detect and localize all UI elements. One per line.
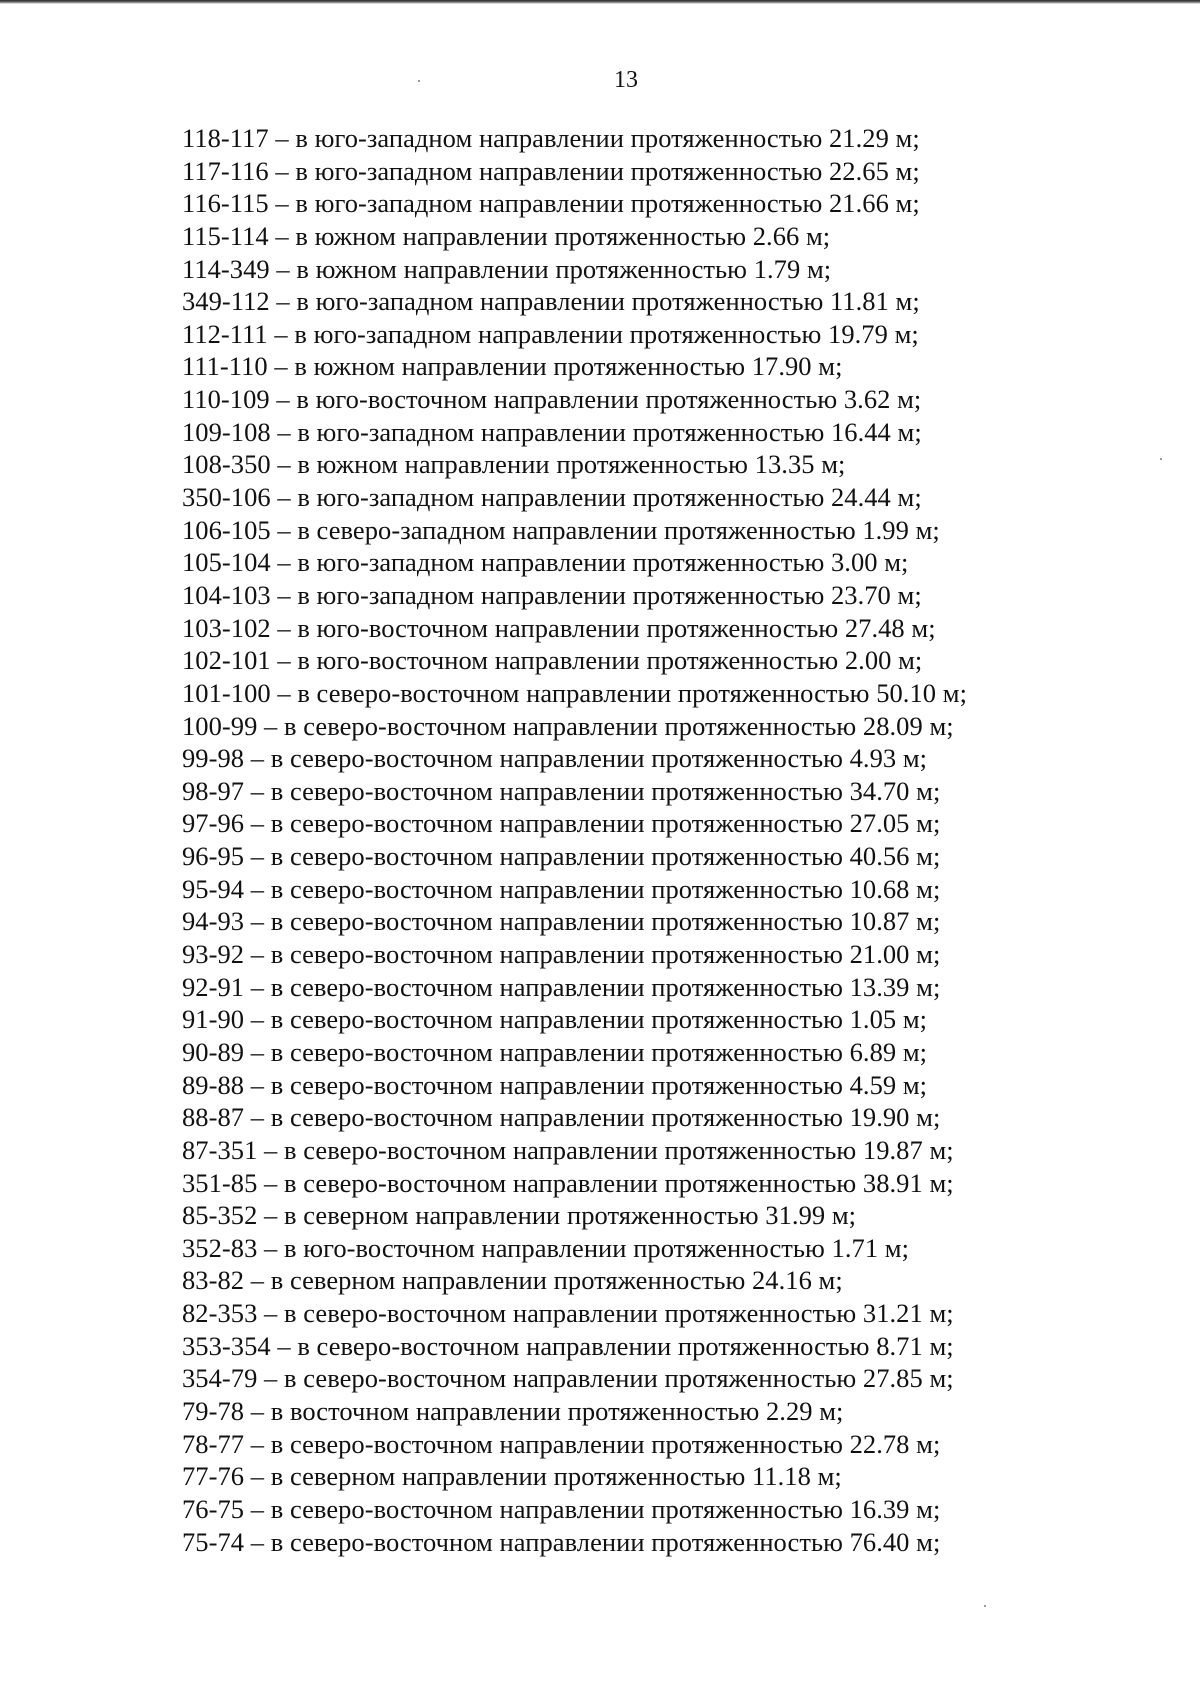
list-item: 85-352 – в северном направлении протяженностью 31.99 м; — [182, 1200, 857, 1231]
list-item: 116-115 – в юго-западном направлении протяженностью 21.66 м; — [182, 188, 920, 219]
list-item: 91-90 – в северо-восточном направлении протяженностью 1.05 м; — [182, 1004, 928, 1035]
list-item: 89-88 – в северо-восточном направлении протяженностью 4.59 м; — [182, 1069, 928, 1100]
list-item: 100-99 – в северо-восточном направлении протяженностью 28.09 м; — [182, 710, 954, 741]
page-number: 13 — [614, 67, 638, 93]
list-item: 99-98 – в северо-восточном направлении протяженностью 4.93 м; — [182, 743, 928, 774]
list-item: 349-112 – в юго-западном направлении протяженностью 11.81 м; — [182, 286, 920, 317]
list-item: 101-100 – в северо-восточном направлении протяженностью 50.10 м; — [182, 677, 967, 708]
list-item: 102-101 – в юго-восточном направлении протяженностью 2.00 м; — [182, 645, 923, 676]
list-item: 103-102 – в юго-восточном направлении протяженностью 27.48 м; — [182, 612, 936, 643]
list-item: 78-77 – в северо-восточном направлении протяженностью 22.78 м; — [182, 1428, 941, 1459]
scan-speck — [418, 80, 420, 82]
list-item: 112-111 – в юго-западном направлении протяженностью 19.79 м; — [182, 318, 919, 349]
list-item: 82-353 – в северо-восточном направлении протяженностью 31.21 м; — [182, 1298, 954, 1329]
list-item: 117-116 – в юго-западном направлении протяженностью 22.65 м; — [182, 155, 920, 186]
list-item: 88-87 – в северо-восточном направлении протяженностью 19.90 м; — [182, 1102, 941, 1133]
list-item: 97-96 – в северо-восточном направлении протяженностью 27.05 м; — [182, 808, 941, 839]
list-item: 98-97 – в северо-восточном направлении протяженностью 34.70 м; — [182, 775, 941, 806]
list-item: 110-109 – в юго-восточном направлении протяженностью 3.62 м; — [182, 384, 922, 415]
list-item: 108-350 – в южном направлении протяженностью 13.35 м; — [182, 449, 846, 480]
list-item: 118-117 – в юго-западном направлении протяженностью 21.29 м; — [182, 123, 920, 153]
list-item: 96-95 – в северо-восточном направлении протяженностью 40.56 м; — [182, 841, 941, 872]
list-item: 76-75 – в северо-восточном направлении протяженностью 16.39 м; — [182, 1493, 941, 1524]
list-item: 109-108 – в юго-западном направлении протяженностью 16.44 м; — [182, 416, 922, 447]
list-item: 115-114 – в южном направлении протяженностью 2.66 м; — [182, 220, 831, 251]
list-item: 352-83 – в юго-восточном направлении протяженностью 1.71 м; — [182, 1232, 910, 1263]
list-item: 111-110 – в южном направлении протяженностью 17.90 м; — [182, 351, 843, 382]
scan-top-edge — [0, 0, 1200, 4]
list-item: 114-349 – в южном направлении протяженностью 1.79 м; — [182, 253, 832, 284]
list-item: 95-94 – в северо-восточном направлении протяженностью 10.68 м; — [182, 873, 941, 904]
list-item: 353-354 – в северо-восточном направлении протяженностью 8.71 м; — [182, 1330, 954, 1361]
list-item: 92-91 – в северо-восточном направлении протяженностью 13.39 м; — [182, 971, 941, 1002]
list-item: 351-85 – в северо-восточном направлении протяженностью 38.91 м; — [182, 1167, 954, 1198]
list-item: 104-103 – в юго-западном направлении протяженностью 23.70 м; — [182, 579, 922, 610]
scan-speck — [984, 1605, 986, 1607]
list-item: 94-93 – в северо-восточном направлении протяженностью 10.87 м; — [182, 906, 941, 937]
list-item: 93-92 – в северо-восточном направлении протяженностью 21.00 м; — [182, 939, 941, 970]
list-item: 350-106 – в юго-западном направлении протяженностью 24.44 м; — [182, 482, 922, 513]
list-item: 79-78 – в восточном направлении протяженностью 2.29 м; — [182, 1395, 844, 1426]
list-item: 87-351 – в северо-восточном направлении протяженностью 19.87 м; — [182, 1134, 954, 1165]
list-item: 90-89 – в северо-восточном направлении протяженностью 6.89 м; — [182, 1036, 928, 1067]
list-item: 77-76 – в северном направлении протяженностью 11.18 м; — [182, 1461, 842, 1492]
list-item: 75-74 – в северо-восточном направлении протяженностью 76.40 м; — [182, 1526, 941, 1557]
list-item: 354-79 – в северо-восточном направлении протяженностью 27.85 м; — [182, 1363, 954, 1394]
list-item: 83-82 – в северном направлении протяженностью 24.16 м; — [182, 1265, 843, 1296]
list-item: 106-105 – в северо-западном направлении протяженностью 1.99 м; — [182, 514, 940, 545]
boundary-description-list — [182, 122, 967, 1558]
scan-speck — [1160, 458, 1162, 460]
list-item: 105-104 – в юго-западном направлении протяженностью 3.00 м; — [182, 547, 909, 578]
